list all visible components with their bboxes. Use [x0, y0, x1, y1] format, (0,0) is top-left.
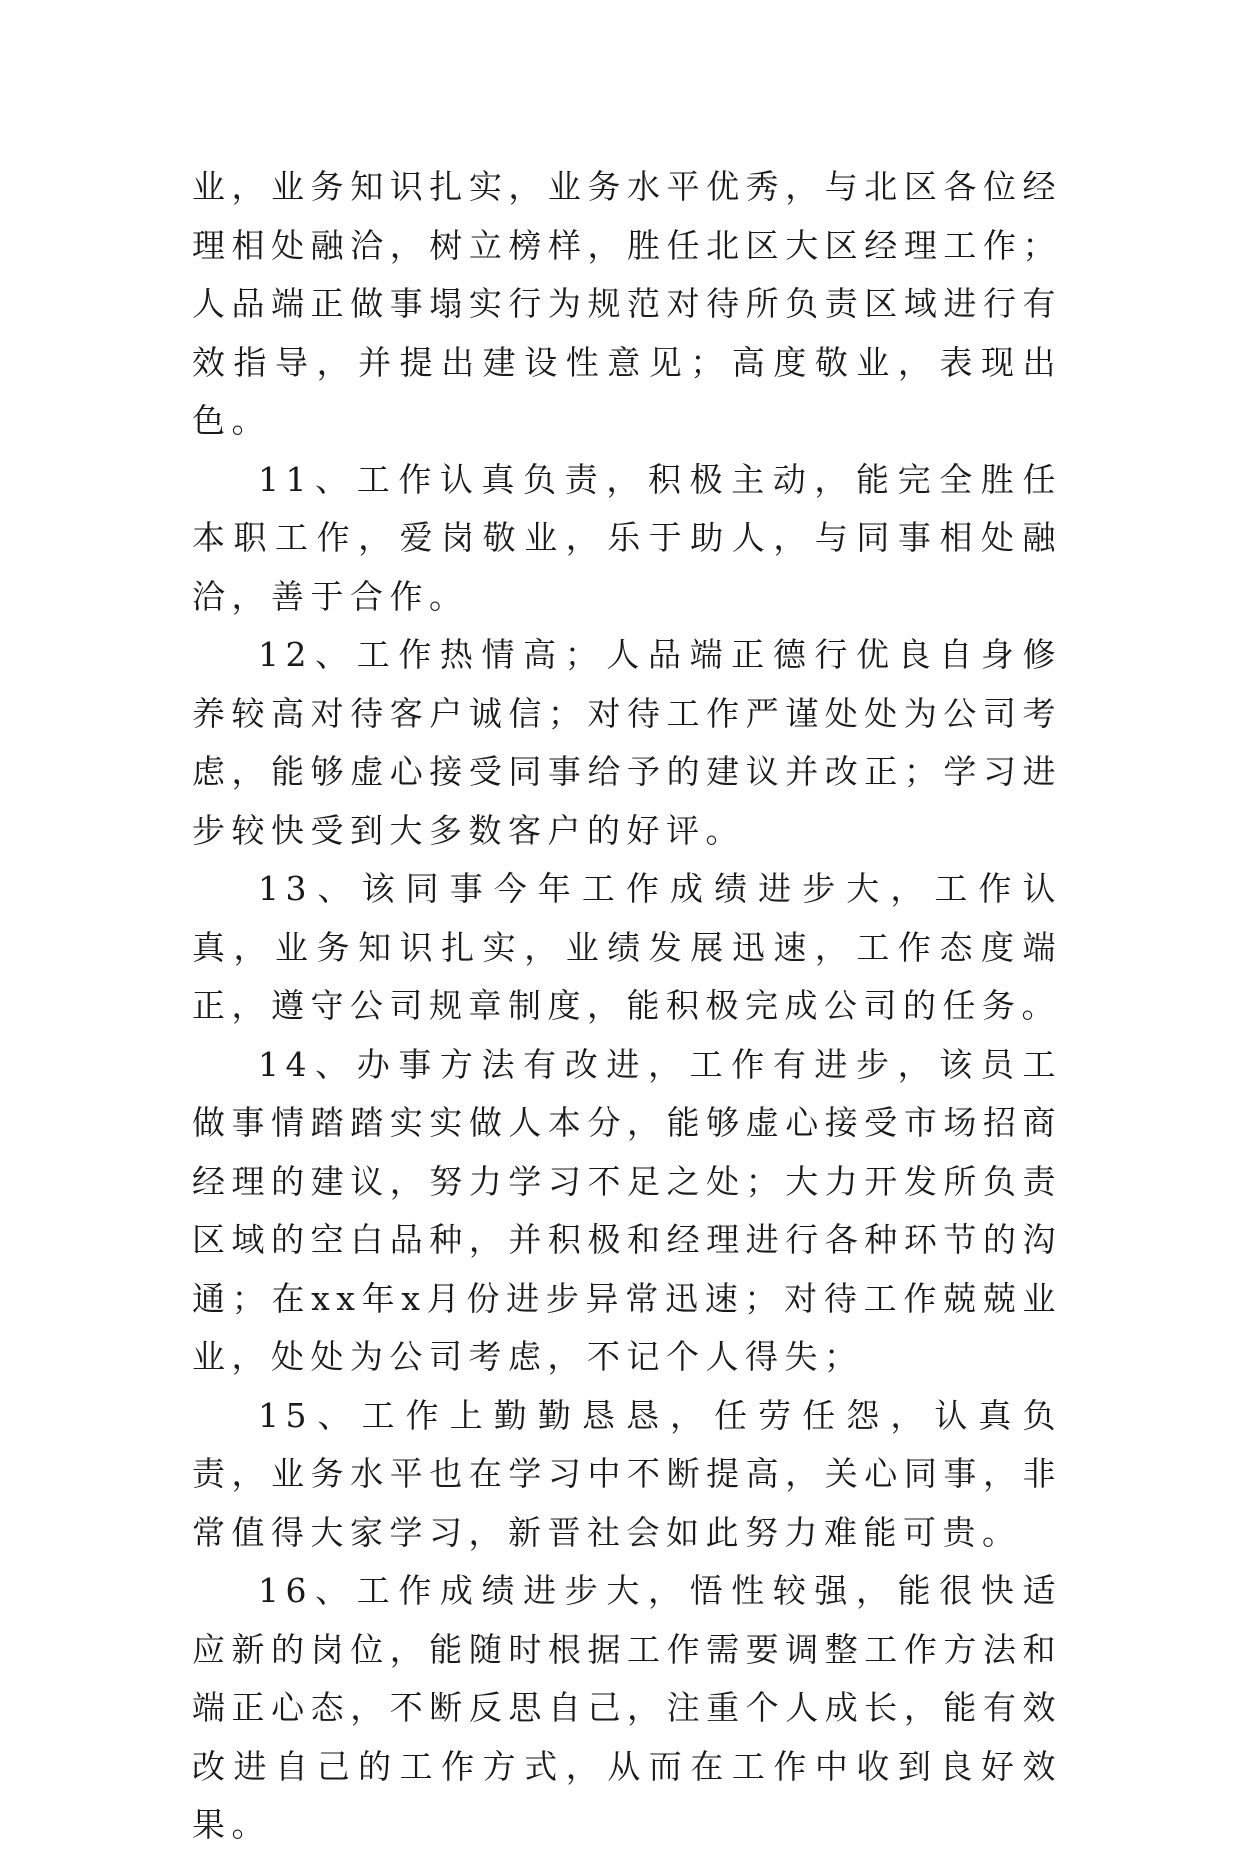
paragraph-10-continued: 业，业务知识扎实，业务水平优秀，与北区各位经理相处融洽，树立榜样，胜任北区大区经理工作；人品端正做事塌实行为规范对待所负责区域进行有效指导，并提出建设性意见；高度敬业，表现出色。 [192, 167, 1062, 440]
paragraph-14: 14、办事方法有改进，工作有进步，该员工做事情踏踏实实做人本分，能够虚心接受市场招商经理的建议，努力学习不足之处；大力开发所负责区域的空白品种，并积极和经理进行各种环节的沟通；在xx年x月份进步异常迅速；对待工作兢兢业业，处处为公司考虑，不记个人得失； [192, 1044, 1062, 1376]
paragraph-11: 11、工作认真负责，积极主动，能完全胜任本职工作，爱岗敬业，乐于助人，与同事相处融洽，善于合作。 [192, 459, 1062, 616]
document-body [192, 158, 1062, 1855]
paragraph-13: 13、该同事今年工作成绩进步大，工作认真，业务知识扎实，业绩发展迅速，工作态度端正，遵守公司规章制度，能积极完成公司的任务。 [192, 869, 1062, 1025]
paragraph-12: 12、工作热情高；人品端正德行优良自身修养较高对待客户诚信；对待工作严谨处处为公司考虑，能够虚心接受同事给予的建议并改正；学习进步较快受到大多数客户的好评。 [192, 635, 1062, 850]
paragraph-15: 15、工作上勤勤恳恳，任劳任怨，认真负责，业务水平也在学习中不断提高，关心同事，非常值得大家学习，新晋社会如此努力难能可贵。 [192, 1395, 1062, 1552]
paragraph-16: 16、工作成绩进步大，悟性较强，能很快适应新的岗位，能随时根据工作需要调整工作方法和端正心态，不断反思自己，注重个人成长，能有效改进自己的工作方式，从而在工作中收到良好效果。 [192, 1571, 1062, 1844]
